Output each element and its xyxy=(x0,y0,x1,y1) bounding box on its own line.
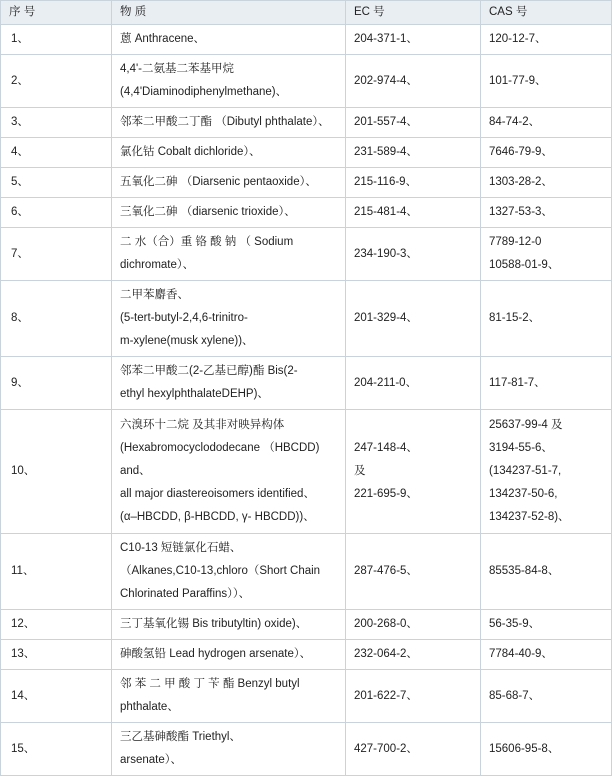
substance-cell xyxy=(112,138,346,168)
ec-number: 247-148-4、 xyxy=(354,442,418,454)
cas-number: 1327-53-3、 xyxy=(489,206,553,218)
cas-number: 134237-50-6, xyxy=(489,488,558,500)
ec-cell xyxy=(346,55,481,108)
cas-number: 1303-28-2、 xyxy=(489,176,553,188)
ec-number: 及 xyxy=(354,465,366,477)
substance-cell xyxy=(112,723,346,776)
ec-cell xyxy=(346,640,481,670)
substance-line: C10-13 短链氯化石蜡、 xyxy=(120,542,242,554)
substance-cell xyxy=(112,108,346,138)
substance-line: 二甲苯麝香、 xyxy=(120,289,189,301)
table-row xyxy=(1,610,612,640)
row-number: 7、 xyxy=(1,228,112,281)
table-row xyxy=(1,640,612,670)
ec-cell xyxy=(346,168,481,198)
ec-number: 215-481-4、 xyxy=(354,206,418,218)
cas-number: 120-12-7、 xyxy=(489,33,547,45)
cas-number: 7646-79-9、 xyxy=(489,146,553,158)
cas-cell xyxy=(481,610,612,640)
ec-cell xyxy=(346,198,481,228)
header-no: 序 号 xyxy=(1,1,112,25)
substance-line: 二 水（合）重 铬 酸 钠 （ Sodium xyxy=(120,236,294,248)
header-cas: CAS 号 xyxy=(481,1,612,25)
substance-line: 六溴环十二烷 及其非对映异构体 xyxy=(120,419,285,431)
cas-number: 81-15-2、 xyxy=(489,312,541,324)
cas-number: 3194-55-6、 xyxy=(489,442,553,454)
substance-line: （Alkanes,C10-13,chloro（Short Chain xyxy=(120,565,321,577)
substance-line: all major diastereoisomers identified、 xyxy=(120,488,315,500)
substance-line: (α–HBCDD, β-HBCDD, γ- HBCDD))、 xyxy=(120,511,315,523)
row-number: 11、 xyxy=(1,534,112,610)
cas-number: 7789-12-0 xyxy=(489,236,542,248)
cas-cell xyxy=(481,228,612,281)
ec-number: 215-116-9、 xyxy=(354,176,418,188)
ec-number: 221-695-9、 xyxy=(354,488,418,500)
substance-line: 4,4'-二氨基二苯基甲烷 xyxy=(120,63,235,75)
ec-number: 200-268-0、 xyxy=(354,618,418,630)
row-number: 13、 xyxy=(1,640,112,670)
table-row xyxy=(1,138,612,168)
table-row xyxy=(1,723,612,776)
ec-cell xyxy=(346,670,481,723)
substance-line: 邻苯二甲酸二(2-乙基已醇)酯 Bis(2- xyxy=(120,365,298,377)
cas-number: 134237-52-8)、 xyxy=(489,511,570,523)
substance-cell xyxy=(112,25,346,55)
table-row xyxy=(1,25,612,55)
substance-cell xyxy=(112,670,346,723)
table-row xyxy=(1,55,612,108)
ec-number: 287-476-5、 xyxy=(354,565,418,577)
cas-number: 56-35-9、 xyxy=(489,618,541,630)
row-number: 2、 xyxy=(1,55,112,108)
header-row xyxy=(1,1,612,25)
substance-cell xyxy=(112,640,346,670)
substance-cell xyxy=(112,534,346,610)
table-body xyxy=(1,25,612,776)
substance-cell xyxy=(112,281,346,357)
cas-cell xyxy=(481,534,612,610)
substance-line: 三氧化二砷 （diarsenic trioxide）、 xyxy=(120,206,296,218)
row-number: 14、 xyxy=(1,670,112,723)
ec-number: 234-190-3、 xyxy=(354,247,418,260)
substance-cell xyxy=(112,357,346,410)
cas-cell xyxy=(481,723,612,776)
ec-cell xyxy=(346,534,481,610)
cas-cell xyxy=(481,640,612,670)
ec-number: 232-064-2、 xyxy=(354,648,418,660)
ec-cell xyxy=(346,723,481,776)
substance-cell xyxy=(112,610,346,640)
cas-cell xyxy=(481,168,612,198)
row-number: 10、 xyxy=(1,410,112,534)
ec-cell xyxy=(346,108,481,138)
table-row xyxy=(1,198,612,228)
row-number: 6、 xyxy=(1,198,112,228)
cas-number: 15606-95-8、 xyxy=(489,742,560,755)
cas-cell xyxy=(481,108,612,138)
ec-number: 204-211-0、 xyxy=(354,376,418,389)
ec-number: 427-700-2、 xyxy=(354,742,418,755)
substance-line: 三乙基砷酸酯 Triethyl、 xyxy=(120,731,241,743)
ec-cell xyxy=(346,228,481,281)
cas-cell xyxy=(481,55,612,108)
substance-cell xyxy=(112,168,346,198)
ec-cell xyxy=(346,610,481,640)
header-ec: EC 号 xyxy=(346,1,481,25)
table-row xyxy=(1,357,612,410)
ec-cell xyxy=(346,281,481,357)
row-number: 8、 xyxy=(1,281,112,357)
table-row xyxy=(1,168,612,198)
table-row xyxy=(1,228,612,281)
cas-number: 101-77-9、 xyxy=(489,74,547,87)
substance-line: 氯化钴 Cobalt dichloride）、 xyxy=(120,146,261,158)
substance-cell xyxy=(112,410,346,534)
cas-cell xyxy=(481,25,612,55)
cas-number: 7784-40-9、 xyxy=(489,648,553,660)
substance-line: phthalate、 xyxy=(120,701,179,713)
table-row xyxy=(1,108,612,138)
ec-number: 202-974-4、 xyxy=(354,74,418,87)
table-row xyxy=(1,281,612,357)
table-row xyxy=(1,534,612,610)
substance-line: ethyl hexylphthalateDEHP)、 xyxy=(120,388,269,400)
row-number: 15、 xyxy=(1,723,112,776)
cas-cell xyxy=(481,410,612,534)
substance-line: dichromate）、 xyxy=(120,259,195,271)
substance-line: 蒽 Anthracene、 xyxy=(120,33,206,45)
cas-cell xyxy=(481,281,612,357)
cas-number: 85-68-7、 xyxy=(489,689,541,702)
ec-cell xyxy=(346,357,481,410)
row-number: 9、 xyxy=(1,357,112,410)
row-number: 5、 xyxy=(1,168,112,198)
substance-line: 邻苯二甲酸二丁酯 （Dibutyl phthalate）、 xyxy=(120,116,330,128)
ec-cell xyxy=(346,410,481,534)
table-row xyxy=(1,670,612,723)
substance-line: (Hexabromocyclododecane （HBCDD) xyxy=(120,442,320,454)
ec-cell xyxy=(346,138,481,168)
ec-number: 201-329-4、 xyxy=(354,312,418,324)
substance-line: 邻 苯 二 甲 酸 丁 苄 酯 Benzyl butyl xyxy=(120,678,300,690)
cas-cell xyxy=(481,198,612,228)
substance-line: (5-tert-butyl-2,4,6-trinitro- xyxy=(120,312,248,324)
substance-line: arsenate）、 xyxy=(120,754,183,766)
row-number: 12、 xyxy=(1,610,112,640)
substance-cell xyxy=(112,55,346,108)
ec-number: 231-589-4、 xyxy=(354,146,418,158)
cas-number: 25637-99-4 及 xyxy=(489,419,563,431)
substance-line: and、 xyxy=(120,465,151,477)
substance-line: 砷酸氢铅 Lead hydrogen arsenate）、 xyxy=(120,648,312,660)
row-number: 1、 xyxy=(1,25,112,55)
cas-number: 10588-01-9、 xyxy=(489,259,560,271)
cas-number: 117-81-7、 xyxy=(489,376,546,389)
ec-number: 201-622-7、 xyxy=(354,689,418,702)
cas-number: 84-74-2、 xyxy=(489,116,541,128)
substance-line: 五氧化二砷 （Diarsenic pentaoxide）、 xyxy=(120,176,317,188)
substance-cell xyxy=(112,198,346,228)
substance-line: (4,4'Diaminodiphenylmethane)、 xyxy=(120,86,288,98)
cas-cell xyxy=(481,357,612,410)
substance-line: m-xylene(musk xylene))、 xyxy=(120,335,254,347)
cas-number: (134237-51-7, xyxy=(489,465,562,477)
table-row xyxy=(1,410,612,534)
cas-cell xyxy=(481,670,612,723)
substance-line: Chlorinated Paraffins））、 xyxy=(120,588,251,600)
ec-cell xyxy=(346,25,481,55)
row-number: 3、 xyxy=(1,108,112,138)
header-substance: 物 质 xyxy=(112,1,346,25)
ec-number: 204-371-1、 xyxy=(354,33,418,45)
substance-cell xyxy=(112,228,346,281)
cas-number: 85535-84-8、 xyxy=(489,565,560,577)
cas-cell xyxy=(481,138,612,168)
ec-number: 201-557-4、 xyxy=(354,116,418,128)
substance-line: 三丁基氧化锡 Bis tributyltin) oxide)、 xyxy=(120,618,308,630)
row-number: 4、 xyxy=(1,138,112,168)
